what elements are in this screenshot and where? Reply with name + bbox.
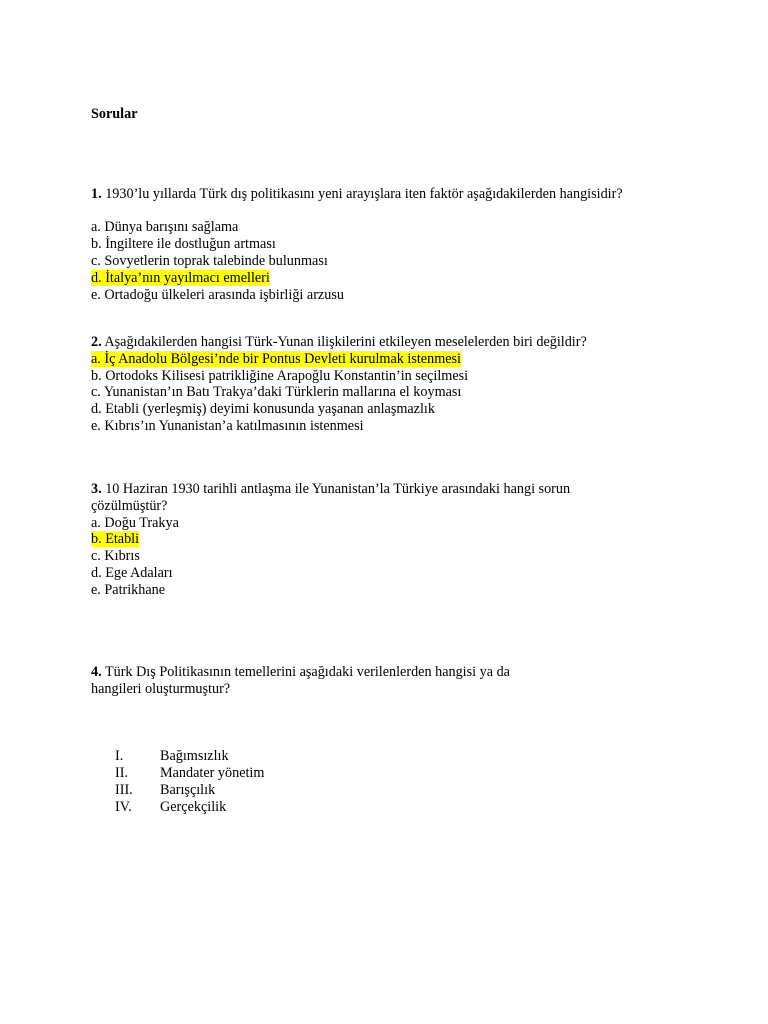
roman-numeral: I.: [115, 748, 124, 764]
question-4-stem-line-1: Türk Dış Politikasının temellerini aşağıdaki verilenlerden hangisi ya da: [104, 664, 510, 680]
roman-item-text: Bağımsızlık: [160, 748, 229, 764]
question-3-text: [91, 481, 711, 498]
question-3-option-b-highlighted: b. Etabli: [91, 531, 140, 548]
question-3: [91, 481, 711, 599]
question-1-option-c: c. Sovyetlerin toprak talebinde bulunması: [91, 252, 328, 269]
question-1-option-d-highlighted: d. İtalya’nın yayılmacı emelleri: [91, 269, 270, 286]
question-2-number: 2.: [91, 334, 102, 350]
question-2: [91, 334, 711, 435]
page-title: Sorular: [91, 106, 138, 122]
question-3-option-c: c. Kıbrıs: [91, 548, 140, 565]
question-2-option-d: d. Etabli (yerleşmiş) deyimi konusunda yaşanan anlaşmazlık: [91, 401, 435, 418]
question-4-stem-line-2: hangileri oluşturmuştur?: [91, 680, 231, 697]
page-heading-block: [91, 106, 711, 123]
roman-item: [91, 799, 711, 816]
roman-item-text: Mandater yönetim: [160, 765, 265, 781]
roman-item: [91, 782, 711, 799]
question-1-option-e: e. Ortadoğu ülkeleri arasında işbirliği arzusu: [91, 286, 344, 303]
question-2-option-e: e. Kıbrıs’ın Yunanistan’a katılmasının istenmesi: [91, 417, 364, 434]
question-1: [91, 186, 711, 303]
roman-item-text: Barışçılık: [160, 782, 216, 798]
question-4-number: 4.: [91, 664, 102, 680]
question-2-option-a-highlighted: a. İç Anadolu Bölgesi’nde bir Pontus Devleti kurulmak istenmesi: [91, 350, 461, 367]
question-1-number: 1.: [91, 186, 102, 202]
roman-numeral: IV.: [115, 799, 132, 815]
question-1-option-b: b. İngiltere ile dostluğun artması: [91, 236, 276, 253]
question-3-option-d: d. Ege Adaları: [91, 564, 173, 581]
question-3-option-e: e. Patrikhane: [91, 581, 166, 598]
question-2-option-c: c. Yunanistan’ın Batı Trakya’daki Türklerin mallarına el koyması: [91, 384, 462, 401]
question-1-option-a: a. Dünya barışını sağlama: [91, 219, 239, 236]
roman-item-text: Gerçekçilik: [160, 799, 227, 815]
spacer: [91, 203, 711, 220]
question-4: [91, 664, 711, 698]
roman-numeral: II.: [115, 765, 128, 781]
question-3-stem-line-2: çözülmüştür?: [91, 497, 168, 514]
roman-numeral: III.: [115, 782, 133, 798]
question-2-text: [91, 334, 711, 351]
roman-item: [91, 765, 711, 782]
roman-item: [91, 748, 711, 765]
question-2-option-b: b. Ortodoks Kilisesi patrikliğine Arapoğlu Konstantin’in seçilmesi: [91, 367, 469, 384]
question-1-stem: 1930’lu yıllarda Türk dış politikasını yeni arayışlara iten faktör aşağıdakilerden hangisidir?: [105, 186, 623, 202]
question-1-text: [91, 186, 711, 203]
question-4-text: [91, 664, 711, 681]
question-2-stem: Aşağıdakilerden hangisi Türk-Yunan ilişkilerini etkileyen meselelerden biri değildir?: [104, 334, 587, 350]
question-3-option-a: a. Doğu Trakya: [91, 514, 179, 531]
question-4-roman-list: [91, 748, 711, 816]
question-3-stem-line-1: 10 Haziran 1930 tarihli antlaşma ile Yunanistan’la Türkiye arasındaki hangi sorun: [105, 481, 571, 497]
question-3-number: 3.: [91, 481, 102, 497]
